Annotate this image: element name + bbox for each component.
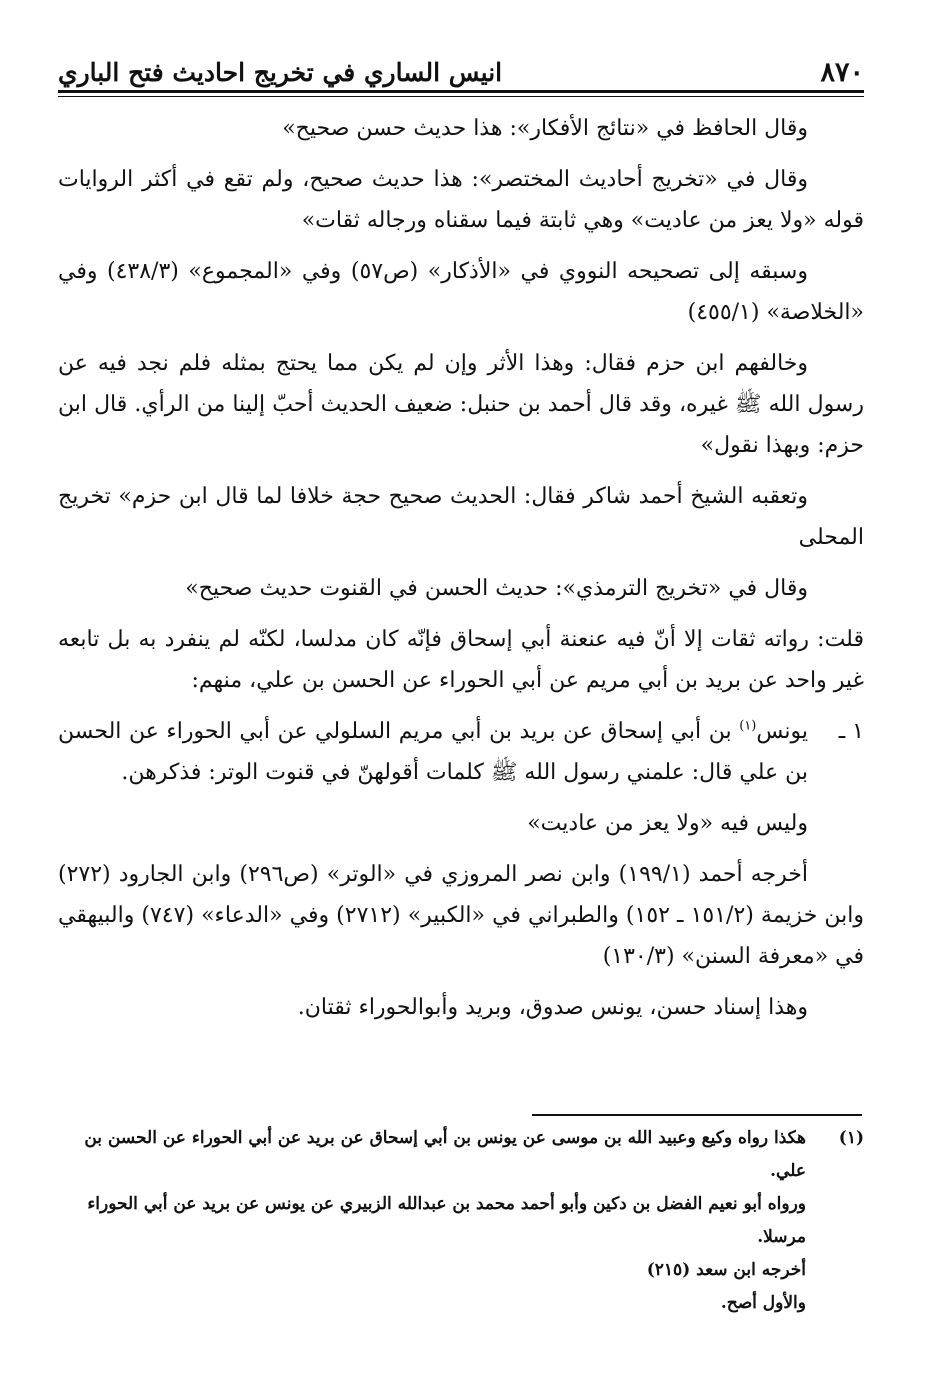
list-item-text — [58, 711, 808, 793]
paragraph: وليس فيه «ولا يعز من عاديت» — [527, 811, 808, 836]
list-item — [58, 711, 864, 793]
footnotes — [58, 1122, 864, 1320]
narrator-name: يونس — [756, 719, 808, 744]
list-item-number: ١ ـ — [838, 719, 864, 744]
header-rule-thick — [58, 90, 864, 93]
running-title: انيس الساري في تخريج احاديث فتح الباري — [58, 58, 503, 87]
paragraph: وقال في «تخريج أحاديث المختصر»: هذا حديث صحيح، ولم تقع في أكثر الروايات قوله «ولا يعز من عاديت» وهي ثابتة فيما سقناه ورجاله ثقات» — [58, 167, 864, 233]
paragraph: وسبقه إلى تصحيحه النووي في «الأذكار» (ص٥٧) وفي «المجموع» (٤٣٨/٣) وفي «الخلاصة» (٤٥٥/١) — [58, 259, 864, 325]
header-rule-thin — [58, 96, 864, 97]
footnote-line: أخرجه ابن سعد (٢١٥) — [646, 1260, 806, 1280]
footnote — [58, 1122, 864, 1320]
paragraph: وقال الحافظ في «نتائج الأفكار»: هذا حديث حسن صحيح» — [282, 116, 808, 141]
footnote-line: والأول أصح. — [720, 1293, 806, 1313]
main-text — [58, 108, 864, 1038]
paragraph: وقال في «تخريج الترمذي»: حديث الحسن في القنوت حديث صحيح» — [185, 576, 808, 601]
paragraph: أخرجه أحمد (١٩٩/١) وابن نصر المروزي في «الوتر» (ص٢٩٦) وابن الجارود (٢٧٢) وابن خزيمة (١٥١/٢ ـ ١٥٢) والطبراني في «الكبير» (٢٧١٢) وفي «الدعاء» (٧٤٧) والبيهقي في «معرفة السنن» (١٣٠/٣) — [58, 862, 864, 969]
footnote-number: (١) — [838, 1128, 864, 1148]
paragraph: وهذا إسناد حسن، يونس صدوق، وبريد وأبوالحوراء ثقتان. — [297, 995, 808, 1020]
paragraph: قلت: رواته ثقات إلا أنّ فيه عنعنة أبي إسحاق فإنّه كان مدلسا، لكنّه لم ينفرد به بل تابعه غير واحد عن بريد بن أبي مريم عن أبي الحوراء عن الحسن بن علي، منهم: — [58, 627, 864, 693]
paragraph: وخالفهم ابن حزم فقال: وهذا الأثر وإن لم يكن مما يحتج بمثله فلم نجد فيه عن رسول الله ﷺ غيره، وقد قال أحمد بن حنبل: ضعيف الحديث أحبّ إلينا من الرأي. قال ابن حزم: وبهذا نقول» — [58, 351, 864, 458]
list-item-body: بن أبي إسحاق عن بريد بن أبي مريم السلولي عن أبي الحوراء عن الحسن بن علي قال: علمني رسول الله ﷺ كلمات أقولهنّ في قنوت الوتر: فذكرهن. — [58, 719, 808, 785]
page-header — [58, 52, 864, 94]
footnote-separator — [532, 1114, 862, 1116]
page-number: ٨٧٠ — [820, 57, 864, 88]
footnote-line: هكذا رواه وكيع وعبيد الله بن موسى عن يونس بن أبي إسحاق عن بريد عن أبي الحوراء عن الحسن بن علي. — [84, 1128, 806, 1181]
paragraph: وتعقبه الشيخ أحمد شاكر فقال: الحديث صحيح حجة خلافا لما قال ابن حزم» تخريج المحلى — [58, 484, 864, 550]
footnote-reference: (١) — [739, 718, 757, 734]
footnote-line: ورواه أبو نعيم الفضل بن دكين وأبو أحمد محمد بن عبدالله الزبيري عن يونس عن بريد عن أبي الحوراء مرسلا. — [87, 1194, 806, 1247]
